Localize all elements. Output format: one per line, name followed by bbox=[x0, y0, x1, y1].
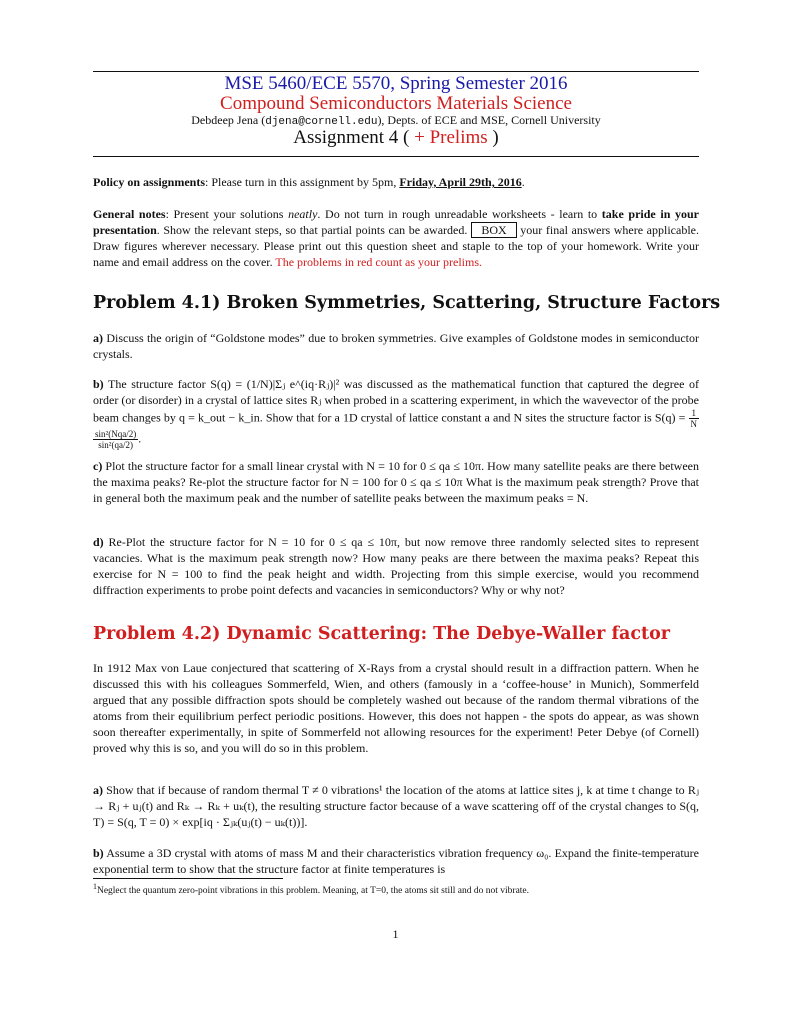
policy-paragraph bbox=[93, 174, 699, 190]
problem-4-2-a bbox=[93, 782, 699, 830]
part-b-end: . bbox=[138, 431, 142, 446]
footnote-mark: 1 bbox=[93, 882, 97, 891]
part-b-text: The structure factor S(q) = (1/N)|Σⱼ e^(iq·Rⱼ)|² was discussed as the mathematical function that captured the degree of order (or disorder) in a crystal of lattice sites Rⱼ when probed in a scattering experiment, in which the wavevector of the probe beam changes by q = k_out − k_in. Show that for a 1D crystal of lattice constant a and N sites the structure factor is S(q) = bbox=[93, 377, 699, 425]
notes-text-2: . Do not turn in rough unreadable worksheets - learn to bbox=[317, 207, 602, 221]
problem-4-1-c bbox=[93, 458, 699, 506]
p2-part-b-text: Assume a 3D crystal with atoms of mass M and their characteristics vibration frequency ω₀. Expand the finite-temperature exponential term to show that the structure factor at finite temperatures is bbox=[93, 846, 699, 876]
p2-part-a-text: Show that if because of random thermal T ≠ 0 vibrations¹ the location of the atoms at lattice sites j, k at time t change to Rⱼ → Rⱼ + uⱼ(t) and Rₖ → Rₖ + uₖ(t), the resulting structure factor because of a wave scattering off of the crystal changes to S(q, T) = S(q, T = 0) × exp[iq · Σⱼₖ(uⱼ(t) − uₖ(t))]. bbox=[93, 783, 699, 829]
problem-4-1-a bbox=[93, 330, 699, 362]
footnote bbox=[93, 881, 699, 897]
policy-end: . bbox=[521, 175, 525, 189]
frac-den: N bbox=[690, 419, 697, 429]
author-email[interactable]: djena@cornell.edu bbox=[265, 116, 378, 128]
fraction-one-over-n bbox=[689, 408, 700, 429]
problem-4-2-b bbox=[93, 845, 699, 877]
problem-4-1-b bbox=[93, 376, 699, 450]
frac-num: 1 bbox=[689, 408, 700, 419]
author-affiliation: ), Depts. of ECE and MSE, Cornell University bbox=[377, 113, 601, 127]
header-top-rule bbox=[93, 71, 699, 72]
notes-text-4: your final answers where applicable. Draw figures wherever necessary. Please print out this question sheet and staple to the top of your homework. Write your name and email address on the cover. bbox=[93, 223, 699, 269]
policy-label: Policy on assignments bbox=[93, 175, 206, 189]
p2-part-b-label: b) bbox=[93, 846, 104, 860]
page-number: 1 bbox=[392, 927, 399, 941]
notes-label: General notes bbox=[93, 207, 166, 221]
general-notes-paragraph bbox=[93, 206, 699, 270]
assignment-prelims: + Prelims bbox=[414, 127, 488, 148]
footnote-text: Neglect the quantum zero-point vibrations in this problem. Meaning, at T=0, the atoms sit still and do not vibrate. bbox=[96, 886, 530, 897]
part-a-label: a) bbox=[93, 331, 103, 345]
assignment-label: Assignment 4 ( bbox=[293, 127, 415, 148]
assignment-title bbox=[93, 127, 699, 149]
fraction-sin-ratio bbox=[93, 429, 138, 450]
problem-4-1-heading: Problem 4.1) Broken Symmetries, Scattering, Structure Factors bbox=[93, 293, 721, 313]
part-c-text: Plot the structure factor for a small linear crystal with N = 10 for 0 ≤ qa ≤ 10π. How many satellite peaks are there between the maxima peaks? Re-plot the structure factor for N = 100 for 0 ≤ qa ≤ 10π What is the maximum peak strength? Prove that in general both the maximum peak and the number of satellite peaks between the maximum peaks = N. bbox=[93, 459, 699, 505]
problem-4-2-intro bbox=[93, 660, 699, 756]
problem-4-1-d bbox=[93, 534, 699, 598]
notes-text-1: : Present your solutions bbox=[165, 207, 289, 221]
problem-4-2-heading: Problem 4.2) Dynamic Scattering: The Debye-Waller factor bbox=[93, 624, 670, 644]
header-bottom-rule bbox=[93, 156, 699, 157]
box-label: BOX bbox=[471, 222, 516, 238]
frac2-den: sin²(qa/2) bbox=[98, 440, 133, 450]
due-date: Friday, April 29th, 2016 bbox=[399, 175, 522, 189]
footnote-rule bbox=[93, 878, 283, 879]
part-d-text: Re-Plot the structure factor for N = 10 for 0 ≤ qa ≤ 10π, but now remove three randomly selected sites to represent vacancies. What is the maximum peak strength now? How many peaks are there between the maxima peaks? Repeat this exercise for N = 100 to find the peak height and width. Projecting from this simple exercise, would you recommend diffraction experiments to probe point defects and vacancies in semiconductors? Why or why not? bbox=[93, 535, 699, 597]
notes-pride: take pride in your presentation bbox=[93, 207, 699, 237]
notes-text-3: . Show the relevant steps, so that partial points can be awarded. bbox=[156, 223, 468, 237]
course-title: MSE 5460/ECE 5570, Spring Semester 2016 bbox=[224, 73, 568, 94]
notes-neatly: neatly bbox=[288, 207, 318, 221]
policy-text: : Please turn in this assignment by 5pm, bbox=[205, 175, 400, 189]
part-b-label: b) bbox=[93, 377, 104, 391]
part-a-text: Discuss the origin of “Goldstone modes” due to broken symmetries. Give examples of Goldstone modes in semiconductor crystals. bbox=[93, 331, 699, 361]
frac2-num: sin²(Nqa/2) bbox=[95, 429, 137, 439]
assignment-close: ) bbox=[487, 127, 499, 148]
author-name: Debdeep Jena ( bbox=[191, 113, 266, 127]
p2-part-a-label: a) bbox=[93, 783, 103, 797]
part-c-label: c) bbox=[93, 459, 103, 473]
part-d-label: d) bbox=[93, 535, 104, 549]
subject-title: Compound Semiconductors Materials Science bbox=[220, 93, 572, 114]
notes-prelims-red: The problems in red count as your prelims. bbox=[275, 255, 483, 269]
intro-text: In 1912 Max von Laue conjectured that scattering of X-Rays from a crystal should result in a diffraction pattern. When he discussed this with his colleagues Sommerfeld, Wien, and others (famously in a ‘coffee-house’ in Munich), Sommerfeld argued that any possible diffraction spots should be completely washed out because of the random thermal vibrations of the atoms from their equilibrium perfect periodic positions. However, this does not happen - the spots do appear, as was shown soon thereafter experimentally, in spite of Sommerfeld not allowing resources for the experiment! Peter Debye (of Cornell) proved why this is so, and you will do so in this problem. bbox=[93, 661, 699, 755]
